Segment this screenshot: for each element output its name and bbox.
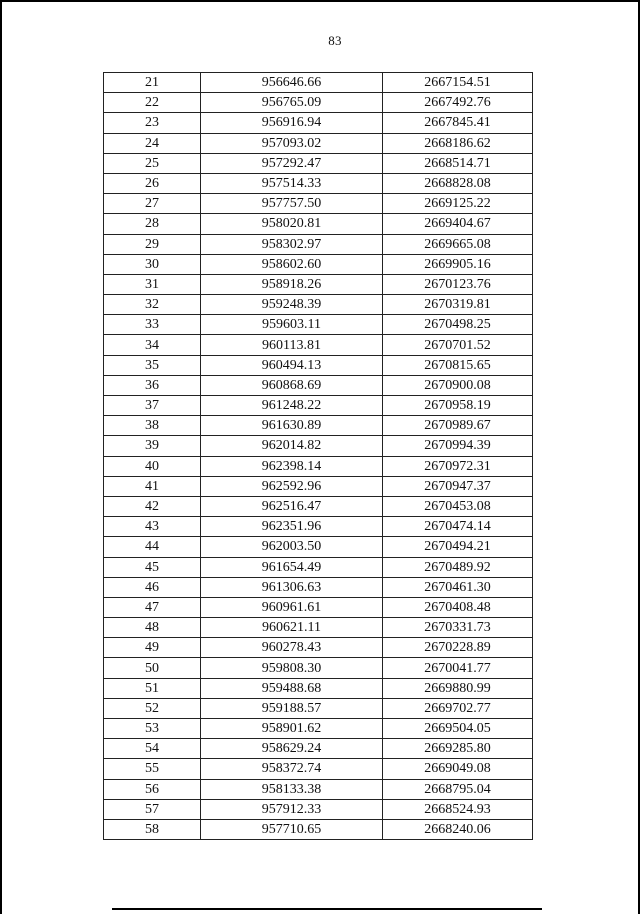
y-coordinate-cell: 2670041.77 <box>383 658 533 678</box>
x-coordinate-cell: 959248.39 <box>201 295 383 315</box>
x-coordinate-cell: 959488.68 <box>201 678 383 698</box>
table-row <box>104 476 533 496</box>
table-row <box>104 315 533 335</box>
coordinates-table-body <box>104 73 533 840</box>
point-number-cell: 51 <box>104 678 201 698</box>
y-coordinate-cell: 2670123.76 <box>383 274 533 294</box>
point-number-cell: 36 <box>104 375 201 395</box>
x-coordinate-cell: 959188.57 <box>201 698 383 718</box>
point-number-cell: 28 <box>104 214 201 234</box>
point-number-cell: 29 <box>104 234 201 254</box>
x-coordinate-cell: 958629.24 <box>201 739 383 759</box>
table-row <box>104 496 533 516</box>
x-coordinate-cell: 960868.69 <box>201 375 383 395</box>
point-number-cell: 44 <box>104 537 201 557</box>
point-number-cell: 31 <box>104 274 201 294</box>
table-row <box>104 254 533 274</box>
y-coordinate-cell: 2669504.05 <box>383 719 533 739</box>
point-number-cell: 58 <box>104 819 201 839</box>
y-coordinate-cell: 2670489.92 <box>383 557 533 577</box>
point-number-cell: 48 <box>104 618 201 638</box>
table-row <box>104 638 533 658</box>
point-number-cell: 47 <box>104 597 201 617</box>
x-coordinate-cell: 957093.02 <box>201 133 383 153</box>
point-number-cell: 40 <box>104 456 201 476</box>
point-number-cell: 54 <box>104 739 201 759</box>
point-number-cell: 53 <box>104 719 201 739</box>
table-row <box>104 577 533 597</box>
x-coordinate-cell: 960621.11 <box>201 618 383 638</box>
table-row <box>104 194 533 214</box>
y-coordinate-cell: 2670989.67 <box>383 416 533 436</box>
table-row <box>104 456 533 476</box>
y-coordinate-cell: 2669285.80 <box>383 739 533 759</box>
x-coordinate-cell: 958901.62 <box>201 719 383 739</box>
point-number-cell: 37 <box>104 396 201 416</box>
point-number-cell: 41 <box>104 476 201 496</box>
point-number-cell: 32 <box>104 295 201 315</box>
point-number-cell: 39 <box>104 436 201 456</box>
x-coordinate-cell: 956646.66 <box>201 73 383 93</box>
table-row <box>104 73 533 93</box>
y-coordinate-cell: 2669702.77 <box>383 698 533 718</box>
table-row <box>104 133 533 153</box>
x-coordinate-cell: 957292.47 <box>201 153 383 173</box>
x-coordinate-cell: 961654.49 <box>201 557 383 577</box>
point-number-cell: 21 <box>104 73 201 93</box>
table-row <box>104 779 533 799</box>
y-coordinate-cell: 2670947.37 <box>383 476 533 496</box>
point-number-cell: 25 <box>104 153 201 173</box>
point-number-cell: 55 <box>104 759 201 779</box>
x-coordinate-cell: 960278.43 <box>201 638 383 658</box>
x-coordinate-cell: 958020.81 <box>201 214 383 234</box>
point-number-cell: 27 <box>104 194 201 214</box>
table-row <box>104 719 533 739</box>
y-coordinate-cell: 2667492.76 <box>383 93 533 113</box>
table-row <box>104 739 533 759</box>
y-coordinate-cell: 2668828.08 <box>383 173 533 193</box>
x-coordinate-cell: 958602.60 <box>201 254 383 274</box>
point-number-cell: 35 <box>104 355 201 375</box>
table-row <box>104 375 533 395</box>
x-coordinate-cell: 960113.81 <box>201 335 383 355</box>
y-coordinate-cell: 2670494.21 <box>383 537 533 557</box>
table-row <box>104 234 533 254</box>
point-number-cell: 33 <box>104 315 201 335</box>
x-coordinate-cell: 959603.11 <box>201 315 383 335</box>
y-coordinate-cell: 2670815.65 <box>383 355 533 375</box>
table-row <box>104 517 533 537</box>
y-coordinate-cell: 2670331.73 <box>383 618 533 638</box>
x-coordinate-cell: 957912.33 <box>201 799 383 819</box>
y-coordinate-cell: 2670958.19 <box>383 396 533 416</box>
x-coordinate-cell: 961248.22 <box>201 396 383 416</box>
table-row <box>104 819 533 839</box>
table-row <box>104 295 533 315</box>
table-row <box>104 173 533 193</box>
page-border-bottom <box>112 908 542 910</box>
x-coordinate-cell: 962398.14 <box>201 456 383 476</box>
x-coordinate-cell: 960494.13 <box>201 355 383 375</box>
table-row <box>104 335 533 355</box>
point-number-cell: 50 <box>104 658 201 678</box>
y-coordinate-cell: 2670972.31 <box>383 456 533 476</box>
point-number-cell: 43 <box>104 517 201 537</box>
table-row <box>104 355 533 375</box>
x-coordinate-cell: 962014.82 <box>201 436 383 456</box>
point-number-cell: 38 <box>104 416 201 436</box>
page-border-top <box>0 0 640 2</box>
table-row <box>104 153 533 173</box>
y-coordinate-cell: 2669665.08 <box>383 234 533 254</box>
page-border-left <box>0 0 2 914</box>
table-row <box>104 113 533 133</box>
y-coordinate-cell: 2670498.25 <box>383 315 533 335</box>
x-coordinate-cell: 958302.97 <box>201 234 383 254</box>
y-coordinate-cell: 2667154.51 <box>383 73 533 93</box>
x-coordinate-cell: 960961.61 <box>201 597 383 617</box>
x-coordinate-cell: 962003.50 <box>201 537 383 557</box>
y-coordinate-cell: 2669404.67 <box>383 214 533 234</box>
x-coordinate-cell: 958133.38 <box>201 779 383 799</box>
y-coordinate-cell: 2668186.62 <box>383 133 533 153</box>
y-coordinate-cell: 2670994.39 <box>383 436 533 456</box>
y-coordinate-cell: 2670228.89 <box>383 638 533 658</box>
point-number-cell: 52 <box>104 698 201 718</box>
point-number-cell: 23 <box>104 113 201 133</box>
x-coordinate-cell: 957757.50 <box>201 194 383 214</box>
x-coordinate-cell: 961306.63 <box>201 577 383 597</box>
x-coordinate-cell: 956765.09 <box>201 93 383 113</box>
y-coordinate-cell: 2667845.41 <box>383 113 533 133</box>
y-coordinate-cell: 2670319.81 <box>383 295 533 315</box>
y-coordinate-cell: 2670900.08 <box>383 375 533 395</box>
x-coordinate-cell: 959808.30 <box>201 658 383 678</box>
point-number-cell: 26 <box>104 173 201 193</box>
page-number: 83 <box>328 33 342 48</box>
coordinates-table <box>103 72 533 840</box>
y-coordinate-cell: 2668524.93 <box>383 799 533 819</box>
point-number-cell: 42 <box>104 496 201 516</box>
table-row <box>104 537 533 557</box>
x-coordinate-cell: 958918.26 <box>201 274 383 294</box>
x-coordinate-cell: 957514.33 <box>201 173 383 193</box>
y-coordinate-cell: 2668514.71 <box>383 153 533 173</box>
x-coordinate-cell: 962516.47 <box>201 496 383 516</box>
point-number-cell: 22 <box>104 93 201 113</box>
table-row <box>104 597 533 617</box>
y-coordinate-cell: 2670701.52 <box>383 335 533 355</box>
x-coordinate-cell: 961630.89 <box>201 416 383 436</box>
y-coordinate-cell: 2670474.14 <box>383 517 533 537</box>
table-row <box>104 396 533 416</box>
table-row <box>104 799 533 819</box>
x-coordinate-cell: 962351.96 <box>201 517 383 537</box>
x-coordinate-cell: 962592.96 <box>201 476 383 496</box>
table-row <box>104 618 533 638</box>
table-row <box>104 678 533 698</box>
table-row <box>104 93 533 113</box>
point-number-cell: 24 <box>104 133 201 153</box>
y-coordinate-cell: 2670408.48 <box>383 597 533 617</box>
y-coordinate-cell: 2669049.08 <box>383 759 533 779</box>
y-coordinate-cell: 2668795.04 <box>383 779 533 799</box>
point-number-cell: 34 <box>104 335 201 355</box>
table-row <box>104 658 533 678</box>
point-number-cell: 56 <box>104 779 201 799</box>
y-coordinate-cell: 2669880.99 <box>383 678 533 698</box>
point-number-cell: 30 <box>104 254 201 274</box>
table-row <box>104 759 533 779</box>
table-row <box>104 274 533 294</box>
y-coordinate-cell: 2669125.22 <box>383 194 533 214</box>
table-row <box>104 214 533 234</box>
table-row <box>104 416 533 436</box>
y-coordinate-cell: 2668240.06 <box>383 819 533 839</box>
x-coordinate-cell: 958372.74 <box>201 759 383 779</box>
x-coordinate-cell: 956916.94 <box>201 113 383 133</box>
point-number-cell: 49 <box>104 638 201 658</box>
table-row <box>104 557 533 577</box>
point-number-cell: 46 <box>104 577 201 597</box>
point-number-cell: 45 <box>104 557 201 577</box>
y-coordinate-cell: 2670461.30 <box>383 577 533 597</box>
point-number-cell: 57 <box>104 799 201 819</box>
y-coordinate-cell: 2670453.08 <box>383 496 533 516</box>
table-row <box>104 698 533 718</box>
x-coordinate-cell: 957710.65 <box>201 819 383 839</box>
table-row <box>104 436 533 456</box>
y-coordinate-cell: 2669905.16 <box>383 254 533 274</box>
